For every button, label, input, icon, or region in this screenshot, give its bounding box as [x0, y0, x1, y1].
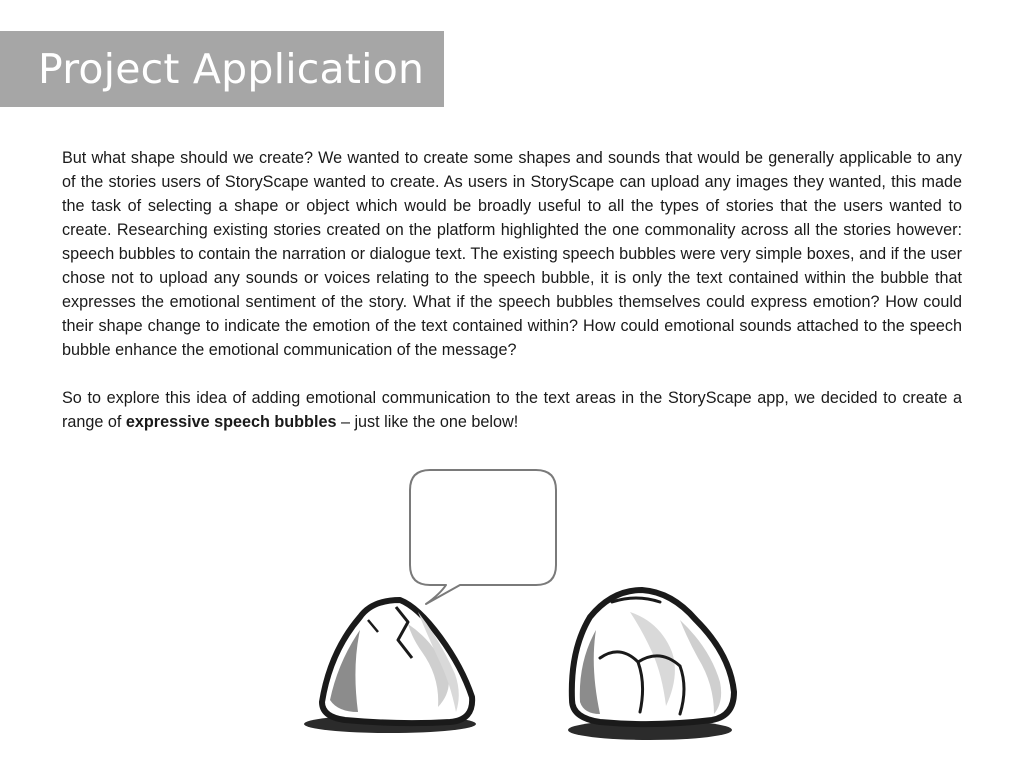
paragraph-2-emphasis: expressive speech bubbles [125, 413, 337, 431]
paragraph-2-start: So to explore this idea of adding emotional communication to the text areas in the StoryScape app, we decided to create a range of [62, 389, 962, 431]
speech-bubble-icon [410, 470, 556, 604]
paragraph-2-end: – just like the one below! [336, 413, 519, 431]
rock-character-icon [304, 600, 476, 733]
body-text [62, 146, 962, 434]
paragraph-1: But what shape should we create? We wanted to create some shapes and sounds that would be generally applicable to any of the stories users of StoryScape wanted to create. As users in StoryScape can upload any images they wanted, this made the task of selecting a shape or object which would be broadly useful to all the types of stories that the users wanted to create. Researching existing stories created on the platform highlighted the one commonality across all the stories however: speech bubbles to contain the narration or dialogue text. The existing speech bubbles were very simple boxes, and if the user chose not to upload any sounds or voices relating to the speech bubble, it is only the text contained within the bubble that expresses the emotional sentiment of the story. What if the speech bubbles themselves could express emotion? How could their shape change to indicate the emotion of the text contained within? How could emotional sounds attached to the speech bubble enhance the emotional communication of the message? [62, 149, 962, 359]
rock-character-icon [568, 590, 734, 740]
illustration [300, 462, 750, 752]
page-title: Project Application [38, 45, 425, 93]
paragraph-2 [62, 386, 962, 434]
